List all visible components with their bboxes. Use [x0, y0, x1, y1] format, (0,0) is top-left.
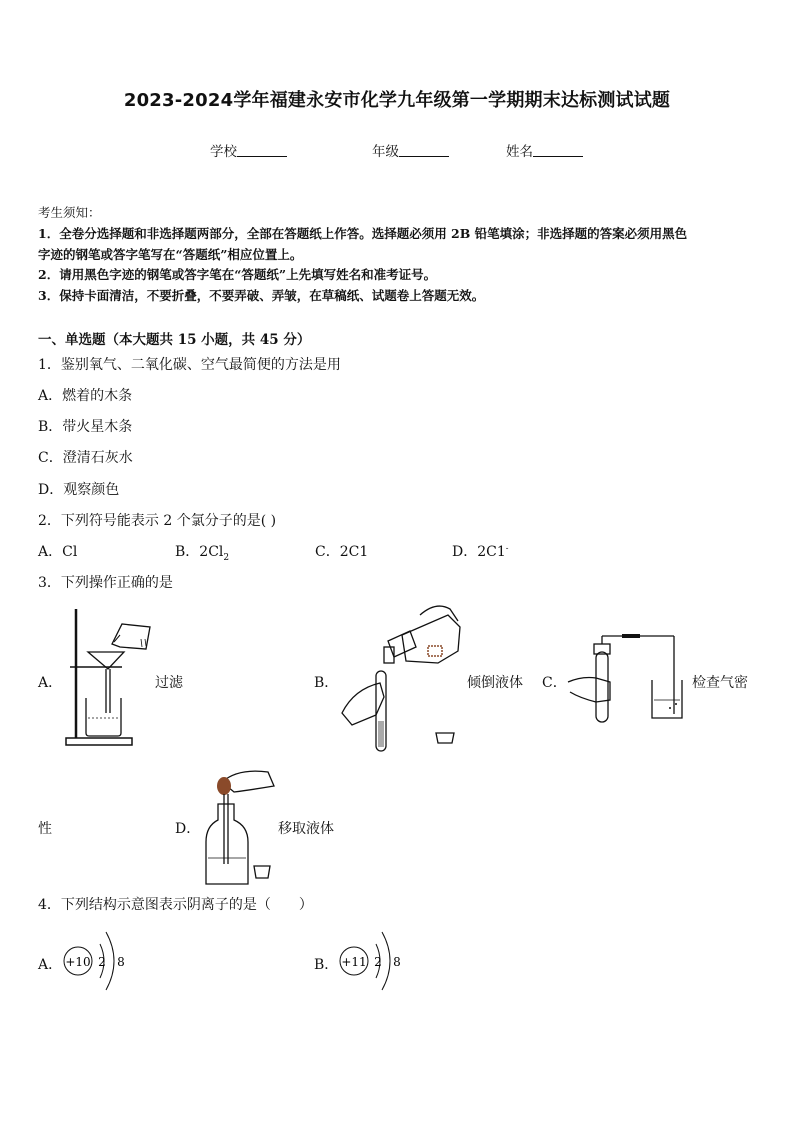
notice-item-1b: 字迹的钢笔或答字笔写在“答题纸”相应位置上。: [38, 247, 303, 262]
question-1-option-a[interactable]: A．燃着的木条: [38, 388, 133, 404]
pipette-illustration: [200, 768, 280, 886]
question-2-option-a[interactable]: A．Cl: [38, 544, 78, 560]
shell-2-electrons-a: 8: [117, 955, 125, 969]
option-d-text: D．2C1: [452, 544, 506, 560]
nucleus-charge-b: +11: [341, 955, 367, 969]
question-3-option-c[interactable]: C．: [542, 675, 567, 691]
name-field: [506, 140, 583, 160]
notice-item-2: 2．请用黑色字迹的钢笔或答字笔在“答题纸”上先填写姓名和准考证号。: [38, 267, 437, 282]
question-3-option-b-text: 倾倒液体: [467, 675, 523, 691]
shell-1-electrons-a: 2: [98, 955, 106, 969]
school-label: 学校: [210, 144, 237, 160]
school-field: [210, 140, 287, 160]
atom-structure-a: [60, 924, 135, 999]
shell-2-electrons-b: 8: [393, 955, 401, 969]
option-d-superscript: -: [505, 543, 509, 553]
name-blank[interactable]: [533, 144, 583, 157]
atom-structure-b: [336, 924, 411, 999]
question-3-stem: 3．下列操作正确的是: [38, 575, 173, 591]
question-3-option-a[interactable]: A．: [38, 675, 63, 691]
page-title: 2023-2024学年福建永安市化学九年级第一学期期末达标测试试题: [123, 90, 671, 111]
option-b-subscript: 2: [223, 552, 230, 563]
question-3-option-c-text: 检查气密: [692, 675, 748, 691]
question-2-stem: 2．下列符号能表示 2 个氯分子的是( ): [38, 513, 277, 529]
question-3-option-d-text: 移取液体: [278, 821, 334, 837]
pouring-illustration: [340, 603, 465, 751]
nucleus-charge-a: +10: [65, 955, 91, 969]
grade-blank[interactable]: [399, 144, 449, 157]
question-2-option-d[interactable]: [452, 541, 508, 561]
question-1-option-c[interactable]: C．澄清石灰水: [38, 450, 133, 466]
question-3-option-c-text-cont: 性: [38, 821, 52, 837]
notice-heading: 考生须知：: [38, 205, 101, 220]
question-2-option-b[interactable]: [175, 541, 229, 563]
question-3-option-a-text: 过滤: [155, 675, 183, 691]
question-2-option-c[interactable]: C．2C1: [315, 544, 369, 560]
question-3-option-d[interactable]: D．: [175, 821, 201, 837]
question-1-option-d[interactable]: D．观察颜色: [38, 482, 120, 498]
section-heading: 一、单选题（本大题共 15 小题，共 45 分）: [38, 332, 311, 348]
notice-item-1a: 1．全卷分选择题和非选择题两部分，全部在答题纸上作答。选择题必须用 2B 铅笔填涂；非选择题的答案必须用黑色: [38, 226, 688, 241]
question-3-option-b[interactable]: B．: [314, 675, 339, 691]
question-1-stem: 1．鉴别氧气、二氧化碳、空气最简便的方法是用: [38, 357, 341, 373]
name-label: 姓名: [506, 144, 533, 160]
question-1-option-b[interactable]: B．带火星木条: [38, 419, 133, 435]
shell-1-electrons-b: 2: [374, 955, 382, 969]
question-4-option-a[interactable]: A．: [38, 957, 63, 973]
airtightness-illustration: [566, 632, 691, 724]
question-4-stem: 4．下列结构示意图表示阴离子的是（ ）: [38, 897, 313, 913]
question-4-option-b[interactable]: B．: [314, 957, 339, 973]
school-blank[interactable]: [237, 144, 287, 157]
option-b-text: B．2Cl: [175, 544, 224, 560]
grade-label: 年级: [372, 144, 399, 160]
notice-item-3: 3．保持卡面清洁，不要折叠，不要弄破、弄皱，在草稿纸、试题卷上答题无效。: [38, 288, 485, 303]
filtration-illustration: [62, 605, 157, 750]
grade-field: [372, 140, 449, 160]
